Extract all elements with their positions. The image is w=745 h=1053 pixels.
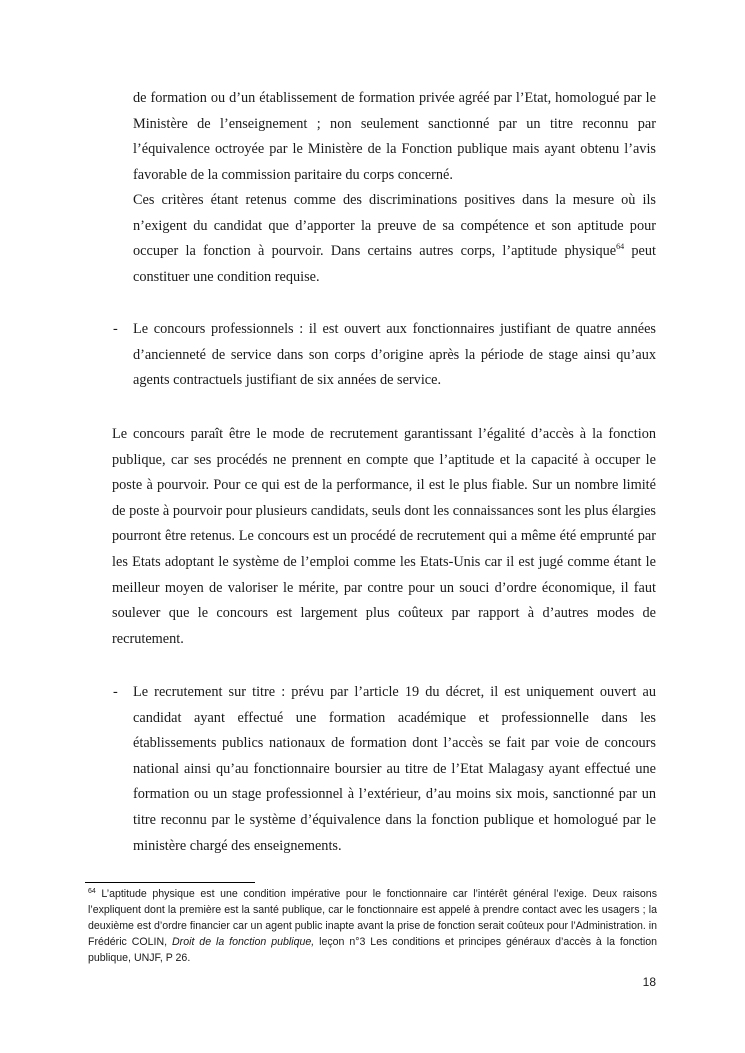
bullet-titre-text: Le recrutement sur titre : prévu par l’article 19 du décret, il est uniquement ouvert au candidat ayant effectué une formation académique et professionnelle dans les établissements publics nationaux de formation dont l’accès se fait par voie de concours national ainsi qu’au fonctionnaire boursier au titre de l’Etat Malagasy ayant effectué une formation ou un stage professionnel à l’extérieur, d’au moins six mois, sanctionné par un titre reconnu par le système d’équivalence dans la fonction publique et homologué par le ministère chargé des enseignements. [133, 684, 656, 854]
paragraph-concours [112, 422, 656, 652]
bullet-professional [133, 317, 656, 394]
bullet-professional-text: Le concours professionnels : il est ouvert aux fonctionnaires justifiant de quatre années d’ancienneté de service dans son corps d’origine après la période de stage ainsi qu’aux agents contractuels justifiant de six années de service. [133, 321, 656, 389]
footnote-reference[interactable]: 64 [616, 242, 625, 252]
footnote-number: 64 [88, 888, 96, 895]
footnote-separator [85, 882, 255, 883]
paragraph-formation [133, 86, 656, 188]
bullet-titre [133, 680, 656, 859]
footnote-64 [88, 886, 657, 966]
footnote-book-title: Droit de la fonction publique, [172, 936, 315, 948]
paragraph-criteria-text-before: Ces critères étant retenus comme des discriminations positives dans la mesure où ils n’exigent du candidat que d’apporter la preuve de sa compétence et son aptitude pour occuper la fonction à pourvoir. Dans certains autres corps, l’aptitude physique [133, 192, 656, 260]
page-number: 18 [642, 975, 656, 989]
paragraph-concours-text: Le concours paraît être le mode de recrutement garantissant l’égalité d’accès à la fonction publique, car ses procédés ne prennent en compte que l’aptitude et la capacité à occuper le poste à pourvoir. Pour ce qui est de la performance, il est le plus fiable. Sur un nombre limité de poste à pourvoir pour plusieurs candidats, seuls dont les connaissances sont les plus élargies pourront être retenus. Le concours est un procédé de recrutement qui a même été emprunté par les Etats adoptant le système de l’emploi comme les Etats-Unis car il est jugé comme étant le meilleur moyen de valoriser le mérite, par contre pour un souci d’ordre économique, il faut soulever que le concours est largement plus coûteux par rapport à d’autres modes de recrutement. [112, 426, 656, 647]
bullet-marker-professional: - [113, 321, 118, 337]
paragraph-criteria [133, 188, 656, 290]
footnote-text-after: leçon n°3 Les conditions et principes généraux d’accès à la fonction publique, UNJF, P 26. [88, 936, 658, 964]
footnote-text-before: L’aptitude physique est une condition impérative pour le fonctionnaire car l’intérêt général l’exige. Deux raisons l’expliquent dont la première est la santé publique, car le fonctionnaire est appelé à prendre contact avec les usagers ; la deuxième est d’ordre financier car un agent public inapte avant la prise de fonction serait coûteux pour l’Administration. in Frédéric COLIN, [88, 888, 657, 948]
paragraph-formation-text: de formation ou d’un établissement de formation privée agréé par l’Etat, homologué par le Ministère de l’enseignement ; non seulement sanctionné par un titre reconnu par l’équivalence octroyée par le Ministère de la Fonction publique mais ayant obtenu l’avis favorable de la commission paritaire du corps concerné. [133, 90, 656, 183]
bullet-marker-titre: - [113, 684, 118, 700]
paragraph-criteria-text-after: peut constituer une condition requise. [133, 243, 656, 285]
